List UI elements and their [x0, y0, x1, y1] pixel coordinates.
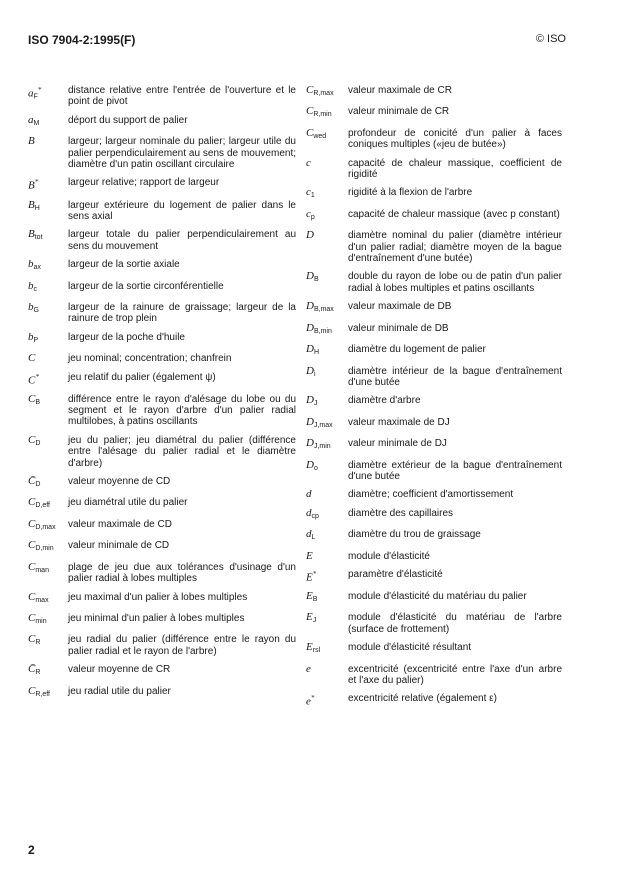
symbol-entry	[306, 344, 562, 358]
symbol-subscript: 1	[310, 192, 315, 200]
symbol-letter: B	[28, 198, 35, 211]
symbol-letter: C	[28, 560, 36, 573]
symbol-list-right	[306, 85, 562, 716]
symbol-superscript: *	[310, 694, 315, 703]
symbol-subscript: D	[35, 439, 41, 447]
symbol-description: diamètre intérieur de la bague d'entraînement d'une butée	[348, 365, 562, 388]
symbol-letter: D	[306, 300, 314, 313]
symbol-entry	[306, 529, 562, 543]
symbol-subscript: F	[33, 93, 38, 101]
symbol-entry	[28, 613, 296, 627]
symbol-letter: d	[306, 488, 312, 501]
symbol-entry	[306, 438, 562, 452]
symbol-letter: C	[28, 496, 36, 509]
symbol	[28, 85, 68, 108]
symbol-description: diamètre des capillaires	[348, 507, 454, 519]
symbol-entry	[28, 394, 296, 428]
symbol-letter: C	[306, 105, 314, 118]
symbol-entry	[28, 497, 296, 511]
symbol-description: déport du support de palier	[68, 114, 188, 126]
symbol-description: valeur minimale de CD	[68, 540, 170, 552]
symbol-description: capacité de chaleur massique (avec p constant)	[348, 208, 560, 220]
symbol-entry	[28, 229, 296, 252]
symbol-subscript: B	[35, 398, 41, 406]
symbol-subscript: max	[35, 596, 49, 604]
symbol-letter: C̄	[28, 475, 36, 488]
symbol-description: largeur de la rainure de graissage; largeur de la rainure de trop plein	[68, 301, 296, 325]
symbol-subscript: J,min	[313, 443, 331, 451]
symbol-letter: C	[28, 352, 36, 365]
symbol-letter: D	[306, 343, 314, 356]
symbol-letter: b	[28, 330, 34, 343]
symbol-superscript: *	[35, 372, 39, 381]
symbol	[28, 435, 68, 469]
symbol-entry	[28, 353, 296, 364]
symbol	[28, 136, 68, 170]
symbol	[306, 508, 348, 522]
symbol-entry	[28, 435, 296, 469]
symbol-letter: C	[28, 590, 36, 603]
symbol	[306, 85, 348, 99]
symbol	[306, 693, 348, 708]
symbol-letter: c	[306, 186, 311, 199]
symbol-entry	[306, 508, 562, 522]
symbol-entry	[306, 460, 562, 483]
symbol-description: jeu minimal d'un palier à lobes multiples	[68, 612, 245, 624]
symbol	[28, 259, 68, 273]
symbol-subscript: D,max	[35, 523, 56, 531]
symbol-entry	[28, 664, 296, 678]
symbol	[306, 128, 348, 151]
symbol	[28, 177, 68, 192]
symbol	[28, 302, 68, 325]
symbol-description: plage de jeu due aux tolérances d'usinage d'un palier radial à lobes multiples	[68, 561, 296, 585]
symbol-entry	[306, 323, 562, 337]
symbol-subscript: i	[313, 370, 316, 378]
symbol-entry	[306, 642, 562, 656]
symbol	[28, 519, 68, 533]
symbol-subscript: cp	[311, 512, 319, 520]
symbol-letter: b	[28, 300, 34, 313]
symbol	[306, 569, 348, 584]
symbol-subscript: B,min	[313, 327, 332, 335]
symbol	[306, 664, 348, 687]
symbol-entry	[28, 177, 296, 192]
symbol-letter: b	[28, 258, 34, 271]
symbol	[306, 612, 348, 635]
symbol-description: profondeur de conicité d'un palier à faces coniques multiples («jeu de butée»)	[348, 127, 562, 151]
symbol-letter: d	[306, 528, 312, 541]
symbol-description: différence entre le rayon d'alésage du lobe ou du segment et le rayon d'arbre d'un palier radial multilobes, à patins oscillants	[68, 393, 296, 428]
symbol	[28, 634, 68, 657]
symbol	[28, 686, 68, 700]
symbol-entry	[306, 85, 562, 99]
symbol-subscript: J,max	[313, 421, 333, 429]
symbol-letter: C	[28, 633, 36, 646]
symbol-letter: a	[28, 87, 34, 100]
symbol-letter: e	[306, 696, 311, 709]
symbol-entry	[28, 281, 296, 295]
symbol-description: double du rayon de lobe ou de patin d'un palier radial à lobes multiples et patins oscillants	[348, 271, 562, 294]
symbol	[28, 353, 68, 364]
symbol-description: distance relative entre l'entrée de l'ouverture et le point de pivot	[68, 85, 296, 108]
symbol-description: capacité de chaleur massique, coefficient de rigidité	[348, 157, 562, 181]
symbol	[306, 529, 348, 543]
symbol-subscript: L	[311, 534, 316, 542]
symbol-subscript: o	[313, 464, 318, 472]
symbol-subscript: G	[33, 306, 39, 314]
symbol-subscript: M	[33, 119, 40, 127]
symbol	[306, 460, 348, 483]
symbol	[28, 372, 68, 387]
symbol	[28, 281, 68, 295]
symbol-letter: E	[306, 571, 313, 584]
symbol	[28, 394, 68, 428]
symbol-letter: D	[306, 364, 314, 377]
symbol-entry	[306, 366, 562, 389]
symbol-letter: B	[28, 180, 35, 193]
symbol-subscript: R,min	[313, 111, 332, 119]
symbol-superscript: *	[312, 569, 317, 578]
symbol-entry	[306, 158, 562, 181]
symbol	[306, 591, 348, 605]
symbol-letter: C	[28, 433, 36, 446]
symbol	[28, 664, 68, 678]
symbol-description: valeur minimale de CR	[348, 106, 450, 118]
symbol-entry	[28, 332, 296, 346]
symbol-description: excentricité relative (également ε)	[348, 693, 497, 705]
symbol-entry	[306, 128, 562, 151]
symbol	[306, 271, 348, 294]
symbol-entry	[28, 476, 296, 490]
symbol-entry	[306, 664, 562, 687]
symbol-description: diamètre extérieur de la bague d'entraînement d'une butée	[348, 459, 562, 482]
symbol-description: module d'élasticité	[348, 550, 430, 562]
symbol-entry	[306, 591, 562, 605]
symbol-subscript: min	[35, 617, 47, 625]
symbol	[306, 642, 348, 656]
symbol-letter: C	[28, 374, 36, 387]
symbol-subscript: H	[313, 349, 320, 357]
symbol-subscript: rsl	[312, 647, 321, 655]
symbol-subscript: B,max	[313, 306, 334, 314]
symbol	[28, 497, 68, 511]
symbol-letter: E	[306, 611, 313, 624]
symbol-description: valeur moyenne de CR	[68, 664, 171, 676]
symbol	[28, 332, 68, 346]
symbol-description: diamètre du trou de graissage	[348, 529, 481, 541]
symbol	[28, 562, 68, 585]
symbol-subscript: D	[35, 481, 41, 489]
symbol-description: valeur maximale de CD	[68, 518, 172, 530]
symbol-entry	[306, 417, 562, 431]
symbol	[306, 323, 348, 337]
symbol	[306, 209, 348, 223]
symbol-description: largeur; largeur nominale du palier; largeur utile du palier perpendiculairement au sens de mouvement; diamètre d'un patin oscillant circulaire	[68, 136, 296, 171]
symbol-letter: D	[306, 229, 314, 242]
symbol-description: module d'élasticité du matériau du palier	[348, 591, 527, 603]
symbol-subscript: D,min	[35, 545, 54, 553]
symbol-description: largeur de la sortie axiale	[68, 259, 180, 271]
symbol-description: largeur totale du palier perpendiculairement au sens du mouvement	[68, 229, 296, 252]
symbol-subscript: p	[310, 213, 315, 221]
symbol-entry	[28, 562, 296, 585]
symbol-entry	[28, 115, 296, 129]
symbol	[306, 106, 348, 120]
symbol-subscript: B	[313, 276, 319, 284]
symbol-letter: C̄	[28, 663, 36, 676]
symbol-letter: C	[28, 611, 36, 624]
symbol-description: valeur minimale de DB	[348, 322, 449, 334]
symbol	[306, 158, 348, 181]
symbol-description: paramètre d'élasticité	[348, 568, 443, 580]
symbol-description: diamètre du logement de palier	[348, 344, 486, 356]
symbol-letter: C	[306, 126, 314, 139]
symbol-entry	[306, 271, 562, 294]
symbol-entry	[306, 187, 562, 201]
symbol	[306, 187, 348, 201]
symbol-subscript: c	[33, 285, 37, 293]
symbol-letter: D	[306, 437, 314, 450]
symbol-entry	[28, 85, 296, 108]
symbol-description: rigidité à la flexion de l'arbre	[348, 187, 473, 199]
symbol	[306, 344, 348, 358]
symbol-letter: C	[28, 539, 36, 552]
symbol-entry	[306, 230, 562, 264]
symbol-entry	[28, 372, 296, 387]
page-number: 2	[28, 843, 35, 857]
symbol-description: diamètre d'arbre	[348, 395, 421, 407]
symbol-subscript: D,eff	[35, 502, 50, 510]
symbol-superscript: *	[34, 178, 39, 187]
document-standard-title: ISO 7904-2:1995(F)	[28, 33, 136, 47]
symbol-letter: B	[28, 135, 35, 148]
symbol	[28, 476, 68, 490]
symbol-description: largeur de la sortie circonférentielle	[68, 280, 224, 292]
symbol-description: excentricité (excentricité entre l'axe d'un arbre et l'axe du palier)	[348, 663, 562, 687]
symbol	[306, 438, 348, 452]
symbol-letter: E	[306, 590, 313, 603]
symbol-description: jeu radial utile du palier	[68, 685, 171, 697]
symbol-description: valeur maximale de DB	[348, 301, 452, 313]
symbol-letter: D	[306, 321, 314, 334]
symbol	[28, 115, 68, 129]
symbol-letter: E	[306, 549, 313, 562]
symbol-entry	[28, 519, 296, 533]
symbol-letter: a	[28, 113, 34, 126]
symbol	[306, 551, 348, 562]
symbol-superscript: *	[37, 86, 42, 94]
symbol-description: jeu du palier; jeu diamétral du palier (différence entre l'alésage du palier radial et le diamètre d'arbre)	[68, 434, 296, 469]
symbol-subscript: R,max	[313, 90, 334, 97]
symbol-letter: c	[306, 207, 311, 220]
symbol-entry	[28, 136, 296, 170]
symbol-letter: E	[306, 641, 313, 654]
symbol-description: module d'élasticité du matériau de l'arbre (surface de frottement)	[348, 612, 562, 635]
symbol-entry	[28, 634, 296, 657]
symbol	[28, 592, 68, 606]
symbol-description: jeu nominal; concentration; chanfrein	[68, 353, 232, 365]
symbol-letter: D	[306, 394, 314, 407]
symbol-subscript: J	[313, 400, 318, 408]
symbol-description: valeur moyenne de CD	[68, 476, 171, 488]
symbol-description: module d'élasticité résultant	[348, 642, 472, 654]
symbol-letter: d	[306, 506, 312, 519]
symbol-description: jeu radial du palier (différence entre le rayon du palier radial et le rayon de l'arbre)	[68, 634, 296, 657]
symbol-description: diamètre nominal du palier (diamètre intérieur d'un palier radial; diamètre moyen de la bague d'entraînement d'une butée)	[348, 230, 562, 265]
symbol-letter: e	[306, 662, 311, 675]
symbol-letter: c	[306, 156, 311, 169]
symbol-entry	[28, 259, 296, 273]
symbol-letter: D	[306, 415, 314, 428]
symbol-entry	[306, 489, 562, 500]
symbol	[306, 230, 348, 264]
symbol-letter: b	[28, 279, 34, 292]
symbol	[306, 417, 348, 431]
symbol-subscript: P	[33, 336, 39, 344]
symbol-description: largeur de la poche d'huile	[68, 331, 185, 343]
symbol-entry	[28, 200, 296, 223]
symbol-entry	[306, 301, 562, 315]
symbol	[28, 540, 68, 554]
symbol-subscript: tot	[34, 234, 43, 242]
symbol	[306, 395, 348, 409]
symbol	[306, 301, 348, 315]
symbol-entry	[306, 551, 562, 562]
symbol-entry	[306, 106, 562, 120]
symbol-list-left	[28, 85, 296, 707]
symbol-subscript: J	[312, 617, 317, 625]
symbol-subscript: B	[312, 596, 318, 604]
symbol-description: valeur maximale de CR	[348, 85, 452, 96]
symbol-letter: C	[28, 684, 36, 697]
symbol-entry	[28, 540, 296, 554]
symbol-entry	[306, 395, 562, 409]
symbol-description: valeur maximale de DJ	[348, 416, 450, 428]
symbol	[306, 489, 348, 500]
symbol-entry	[306, 693, 562, 708]
copyright-notice: © ISO	[535, 33, 566, 45]
symbol-letter: C	[28, 517, 36, 530]
symbol-letter: B	[28, 228, 35, 241]
symbol-description: jeu relatif du palier (également ψ)	[68, 371, 216, 383]
symbol-entry	[28, 592, 296, 606]
symbol-subscript: H	[34, 204, 40, 212]
symbol	[28, 613, 68, 627]
symbol-subscript: R,eff	[35, 690, 50, 698]
symbol	[28, 229, 68, 252]
symbol-letter: D	[306, 270, 314, 283]
symbol-description: jeu maximal d'un palier à lobes multiples	[68, 591, 248, 603]
symbol-letter: C	[306, 84, 314, 96]
symbol	[306, 366, 348, 389]
symbol-entry	[306, 612, 562, 635]
symbol-subscript: wed	[313, 132, 327, 140]
symbol-subscript: man	[35, 566, 49, 574]
symbol-description: largeur relative; rapport de largeur	[68, 177, 220, 189]
symbol-subscript: R	[35, 639, 41, 647]
symbol-description: valeur minimale de DJ	[348, 438, 447, 450]
symbol-entry	[306, 209, 562, 223]
symbol-entry	[28, 302, 296, 325]
symbol-entry	[306, 569, 562, 584]
symbol-description: diamètre; coefficient d'amortissement	[348, 489, 514, 501]
symbol-description: jeu diamétral utile du palier	[68, 497, 188, 509]
symbol-subscript: R	[35, 669, 41, 677]
symbol	[28, 200, 68, 223]
symbol-description: largeur extérieure du logement de palier dans le sens axial	[68, 199, 296, 222]
symbol-letter: D	[306, 458, 314, 471]
symbol-letter: C	[28, 392, 36, 405]
symbol-subscript: ax	[33, 264, 41, 272]
symbol-entry	[28, 686, 296, 700]
